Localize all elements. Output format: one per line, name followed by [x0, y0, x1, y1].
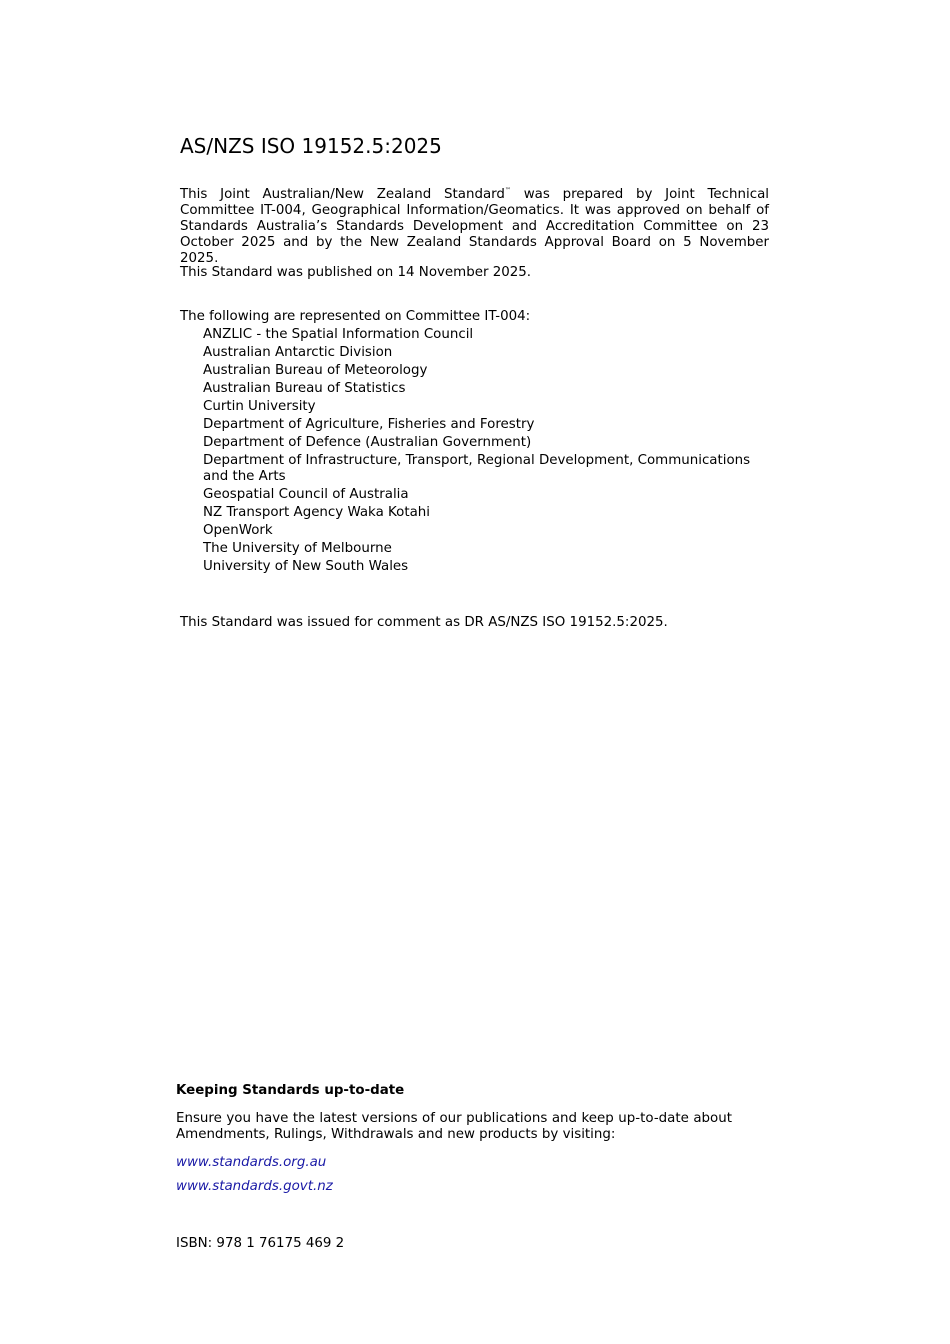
committee-member: Department of Agriculture, Fisheries and Forestry [203, 417, 535, 432]
committee-member: Geospatial Council of Australia [203, 487, 409, 502]
document-title: AS/NZS ISO 19152.5:2025 [180, 134, 442, 158]
draft-issued-statement: This Standard was issued for comment as DR AS/NZS ISO 19152.5:2025. [180, 615, 668, 630]
publication-date-statement: This Standard was published on 14 November 2025. [180, 265, 532, 280]
standards-new-zealand-link[interactable]: www.standards.govt.nz [176, 1179, 333, 1194]
committee-member: Department of Infrastructure, Transport, Regional Development, Communications and the Arts [203, 453, 751, 484]
trademark-mark: ™ [504, 187, 511, 194]
isbn: ISBN: 978 1 76175 469 2 [176, 1236, 345, 1251]
approval-text-start: This Joint Australian/New Zealand Standard [180, 187, 505, 202]
committee-member: Australian Antarctic Division [203, 345, 393, 360]
footer-text: Ensure you have the latest versions of our publications and keep up-to-date about Amendments, Rulings, Withdrawals and new products by visiting: [176, 1111, 732, 1142]
committee-member: ANZLIC - the Spatial Information Council [203, 327, 474, 342]
approval-statement [180, 187, 769, 267]
committee-member: Australian Bureau of Meteorology [203, 363, 428, 378]
committee-member: The University of Melbourne [203, 541, 392, 556]
committee-section [180, 309, 770, 577]
committee-member: OpenWork [203, 523, 273, 538]
keeping-up-to-date-section [176, 1083, 732, 1195]
footer-heading: Keeping Standards up-to-date [176, 1083, 405, 1098]
committee-member: Curtin University [203, 399, 316, 414]
committee-member: NZ Transport Agency Waka Kotahi [203, 505, 431, 520]
committee-member: Australian Bureau of Statistics [203, 381, 406, 396]
committee-intro: The following are represented on Committee IT-004: [180, 309, 531, 324]
committee-member: Department of Defence (Australian Government) [203, 435, 532, 450]
committee-member: University of New South Wales [203, 559, 409, 574]
approval-text-end: was prepared by Joint Technical Committee IT-004, Geographical Information/Geomatics. It was approved on behalf of Standards Australia’s Standards Development and Accreditation Committee on 23 October 2025 and by the New Zealand Standards Approval Board on 5 November 2025. [180, 187, 770, 266]
committee-member-list [203, 327, 770, 575]
standards-australia-link[interactable]: www.standards.org.au [176, 1155, 327, 1170]
